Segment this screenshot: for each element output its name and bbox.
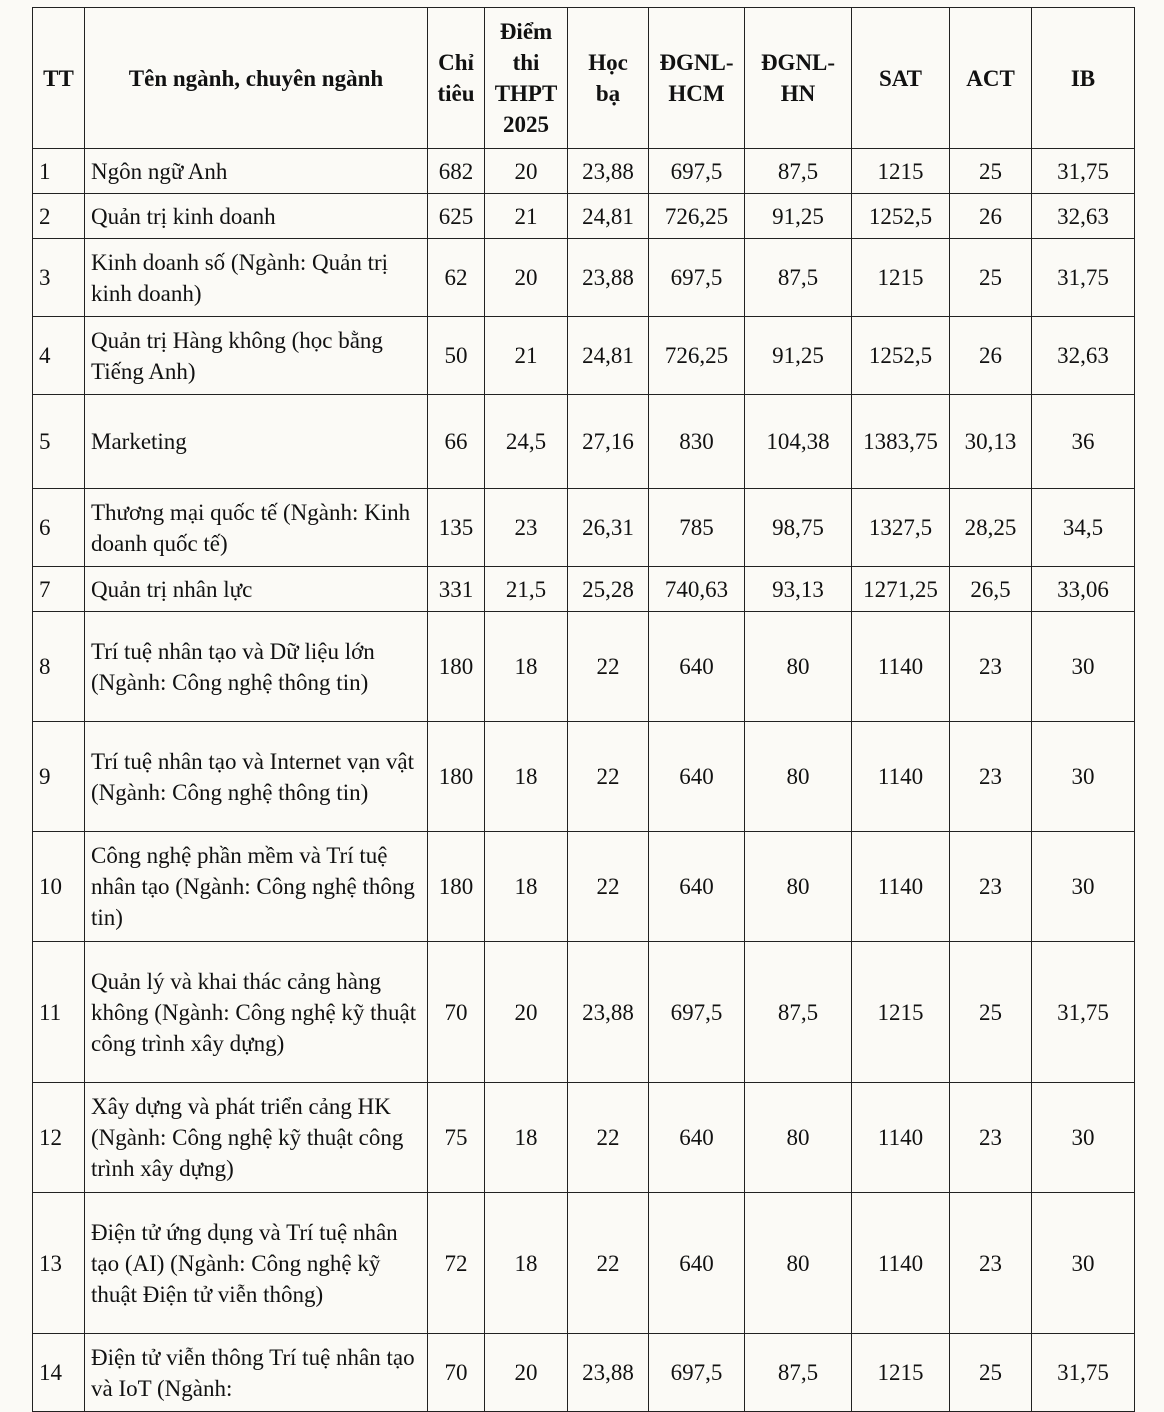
cell-act: 26 bbox=[950, 194, 1032, 239]
cell-hoc-ba: 23,88 bbox=[568, 942, 649, 1083]
cell-ib: 30 bbox=[1032, 722, 1135, 832]
table-row bbox=[33, 1334, 1135, 1412]
cell-ib: 31,75 bbox=[1032, 942, 1135, 1083]
cell-dgnl-hcm: 640 bbox=[649, 1193, 745, 1334]
cell-dgnl-hn: 80 bbox=[745, 832, 852, 942]
cell-chi-tieu: 62 bbox=[428, 239, 485, 317]
table-row bbox=[33, 1083, 1135, 1193]
cell-dgnl-hcm: 740,63 bbox=[649, 567, 745, 612]
cell-act: 26 bbox=[950, 317, 1032, 395]
cell-dgnl-hcm: 726,25 bbox=[649, 317, 745, 395]
cell-act: 25 bbox=[950, 942, 1032, 1083]
cell-thpt: 21,5 bbox=[485, 567, 568, 612]
cell-hoc-ba: 22 bbox=[568, 1193, 649, 1334]
cell-dgnl-hn: 87,5 bbox=[745, 149, 852, 194]
table-row bbox=[33, 489, 1135, 567]
cell-sat: 1140 bbox=[852, 1193, 950, 1334]
cell-act: 23 bbox=[950, 1193, 1032, 1334]
cell-chi-tieu: 135 bbox=[428, 489, 485, 567]
cell-sat: 1215 bbox=[852, 149, 950, 194]
cell-hoc-ba: 22 bbox=[568, 612, 649, 722]
cell-hoc-ba: 22 bbox=[568, 832, 649, 942]
table-row bbox=[33, 567, 1135, 612]
cell-sat: 1215 bbox=[852, 942, 950, 1083]
cell-name: Điện tử ứng dụng và Trí tuệ nhân tạo (AI) (Ngành: Công nghệ kỹ thuật Điện tử viễn thông) bbox=[85, 1193, 428, 1334]
cell-tt: 13 bbox=[33, 1193, 85, 1334]
header-dgnl-hn: ĐGNL-HN bbox=[745, 8, 852, 149]
cell-chi-tieu: 66 bbox=[428, 395, 485, 489]
cell-name: Thương mại quốc tế (Ngành: Kinh doanh quốc tế) bbox=[85, 489, 428, 567]
cell-name: Công nghệ phần mềm và Trí tuệ nhân tạo (Ngành: Công nghệ thông tin) bbox=[85, 832, 428, 942]
cell-thpt: 21 bbox=[485, 317, 568, 395]
cell-sat: 1327,5 bbox=[852, 489, 950, 567]
cell-act: 28,25 bbox=[950, 489, 1032, 567]
cell-ib: 30 bbox=[1032, 1083, 1135, 1193]
cell-dgnl-hn: 80 bbox=[745, 1083, 852, 1193]
cell-act: 25 bbox=[950, 149, 1032, 194]
cell-thpt: 23 bbox=[485, 489, 568, 567]
cell-hoc-ba: 27,16 bbox=[568, 395, 649, 489]
header-tt: TT bbox=[33, 8, 85, 149]
cell-hoc-ba: 23,88 bbox=[568, 149, 649, 194]
table-row bbox=[33, 942, 1135, 1083]
cell-thpt: 18 bbox=[485, 832, 568, 942]
cell-ib: 31,75 bbox=[1032, 1334, 1135, 1412]
cell-name: Kinh doanh số (Ngành: Quản trị kinh doanh) bbox=[85, 239, 428, 317]
admission-table bbox=[32, 7, 1135, 1412]
cell-chi-tieu: 180 bbox=[428, 722, 485, 832]
cell-hoc-ba: 24,81 bbox=[568, 317, 649, 395]
cell-hoc-ba: 22 bbox=[568, 722, 649, 832]
cell-thpt: 20 bbox=[485, 149, 568, 194]
cell-sat: 1271,25 bbox=[852, 567, 950, 612]
cell-dgnl-hn: 80 bbox=[745, 1193, 852, 1334]
cell-ib: 31,75 bbox=[1032, 149, 1135, 194]
cell-chi-tieu: 50 bbox=[428, 317, 485, 395]
cell-hoc-ba: 26,31 bbox=[568, 489, 649, 567]
header-ib: IB bbox=[1032, 8, 1135, 149]
cell-tt: 11 bbox=[33, 942, 85, 1083]
header-sat: SAT bbox=[852, 8, 950, 149]
cell-name: Quản lý và khai thác cảng hàng không (Ngành: Công nghệ kỹ thuật công trình xây dựng) bbox=[85, 942, 428, 1083]
table-row bbox=[33, 722, 1135, 832]
cell-thpt: 18 bbox=[485, 1193, 568, 1334]
header-act: ACT bbox=[950, 8, 1032, 149]
cell-hoc-ba: 24,81 bbox=[568, 194, 649, 239]
cell-ib: 30 bbox=[1032, 1193, 1135, 1334]
table-row bbox=[33, 239, 1135, 317]
cell-sat: 1140 bbox=[852, 612, 950, 722]
cell-dgnl-hcm: 640 bbox=[649, 1083, 745, 1193]
table-row bbox=[33, 317, 1135, 395]
cell-act: 23 bbox=[950, 1083, 1032, 1193]
table-body bbox=[33, 149, 1135, 1412]
cell-tt: 6 bbox=[33, 489, 85, 567]
cell-name: Ngôn ngữ Anh bbox=[85, 149, 428, 194]
table-row bbox=[33, 1193, 1135, 1334]
cell-chi-tieu: 180 bbox=[428, 612, 485, 722]
cell-chi-tieu: 625 bbox=[428, 194, 485, 239]
cell-dgnl-hcm: 640 bbox=[649, 612, 745, 722]
cell-dgnl-hn: 80 bbox=[745, 722, 852, 832]
cell-name: Quản trị nhân lực bbox=[85, 567, 428, 612]
cell-tt: 2 bbox=[33, 194, 85, 239]
cell-tt: 3 bbox=[33, 239, 85, 317]
cell-thpt: 20 bbox=[485, 239, 568, 317]
cell-act: 23 bbox=[950, 722, 1032, 832]
cell-tt: 14 bbox=[33, 1334, 85, 1412]
cell-tt: 12 bbox=[33, 1083, 85, 1193]
cell-sat: 1140 bbox=[852, 722, 950, 832]
cell-ib: 30 bbox=[1032, 612, 1135, 722]
cell-sat: 1252,5 bbox=[852, 317, 950, 395]
cell-name: Marketing bbox=[85, 395, 428, 489]
table-row bbox=[33, 149, 1135, 194]
cell-thpt: 20 bbox=[485, 1334, 568, 1412]
table-row bbox=[33, 395, 1135, 489]
cell-dgnl-hn: 80 bbox=[745, 612, 852, 722]
header-hoc-ba: Học bạ bbox=[568, 8, 649, 149]
header-thpt: Điểm thi THPT 2025 bbox=[485, 8, 568, 149]
table-row bbox=[33, 612, 1135, 722]
cell-dgnl-hcm: 726,25 bbox=[649, 194, 745, 239]
cell-tt: 10 bbox=[33, 832, 85, 942]
cell-chi-tieu: 75 bbox=[428, 1083, 485, 1193]
table-row bbox=[33, 832, 1135, 942]
cell-thpt: 21 bbox=[485, 194, 568, 239]
cell-dgnl-hcm: 697,5 bbox=[649, 942, 745, 1083]
cell-tt: 4 bbox=[33, 317, 85, 395]
cell-chi-tieu: 70 bbox=[428, 1334, 485, 1412]
cell-act: 30,13 bbox=[950, 395, 1032, 489]
cell-dgnl-hcm: 697,5 bbox=[649, 239, 745, 317]
cell-dgnl-hcm: 640 bbox=[649, 722, 745, 832]
cell-chi-tieu: 72 bbox=[428, 1193, 485, 1334]
cell-act: 23 bbox=[950, 832, 1032, 942]
cell-ib: 32,63 bbox=[1032, 194, 1135, 239]
cell-chi-tieu: 180 bbox=[428, 832, 485, 942]
cell-ib: 31,75 bbox=[1032, 239, 1135, 317]
cell-chi-tieu: 331 bbox=[428, 567, 485, 612]
cell-tt: 5 bbox=[33, 395, 85, 489]
cell-thpt: 18 bbox=[485, 722, 568, 832]
cell-sat: 1140 bbox=[852, 1083, 950, 1193]
cell-act: 25 bbox=[950, 239, 1032, 317]
cell-dgnl-hn: 87,5 bbox=[745, 1334, 852, 1412]
cell-chi-tieu: 70 bbox=[428, 942, 485, 1083]
cell-tt: 1 bbox=[33, 149, 85, 194]
cell-ib: 34,5 bbox=[1032, 489, 1135, 567]
cell-act: 23 bbox=[950, 612, 1032, 722]
cell-tt: 7 bbox=[33, 567, 85, 612]
cell-sat: 1252,5 bbox=[852, 194, 950, 239]
cell-thpt: 18 bbox=[485, 1083, 568, 1193]
cell-thpt: 18 bbox=[485, 612, 568, 722]
cell-ib: 36 bbox=[1032, 395, 1135, 489]
cell-hoc-ba: 23,88 bbox=[568, 239, 649, 317]
cell-sat: 1215 bbox=[852, 1334, 950, 1412]
cell-name: Xây dựng và phát triển cảng HK (Ngành: Công nghệ kỹ thuật công trình xây dựng) bbox=[85, 1083, 428, 1193]
cell-dgnl-hn: 93,13 bbox=[745, 567, 852, 612]
cell-dgnl-hcm: 785 bbox=[649, 489, 745, 567]
cell-dgnl-hcm: 697,5 bbox=[649, 1334, 745, 1412]
header-row bbox=[33, 8, 1135, 149]
cell-dgnl-hcm: 697,5 bbox=[649, 149, 745, 194]
cell-chi-tieu: 682 bbox=[428, 149, 485, 194]
cell-dgnl-hcm: 640 bbox=[649, 832, 745, 942]
cell-act: 26,5 bbox=[950, 567, 1032, 612]
header-chi-tieu: Chỉ tiêu bbox=[428, 8, 485, 149]
cell-dgnl-hn: 91,25 bbox=[745, 317, 852, 395]
cell-dgnl-hn: 91,25 bbox=[745, 194, 852, 239]
cell-hoc-ba: 22 bbox=[568, 1083, 649, 1193]
cell-tt: 9 bbox=[33, 722, 85, 832]
cell-name: Trí tuệ nhân tạo và Internet vạn vật (Ngành: Công nghệ thông tin) bbox=[85, 722, 428, 832]
cell-hoc-ba: 25,28 bbox=[568, 567, 649, 612]
cell-name: Quản trị kinh doanh bbox=[85, 194, 428, 239]
cell-dgnl-hn: 87,5 bbox=[745, 942, 852, 1083]
header-dgnl-hcm: ĐGNL-HCM bbox=[649, 8, 745, 149]
cell-tt: 8 bbox=[33, 612, 85, 722]
header-name: Tên ngành, chuyên ngành bbox=[85, 8, 428, 149]
cell-sat: 1140 bbox=[852, 832, 950, 942]
cell-name: Điện tử viễn thông Trí tuệ nhân tạo và IoT (Ngành: bbox=[85, 1334, 428, 1412]
cell-dgnl-hn: 98,75 bbox=[745, 489, 852, 567]
cell-name: Quản trị Hàng không (học bằng Tiếng Anh) bbox=[85, 317, 428, 395]
cell-ib: 32,63 bbox=[1032, 317, 1135, 395]
cell-dgnl-hcm: 830 bbox=[649, 395, 745, 489]
cell-sat: 1215 bbox=[852, 239, 950, 317]
cell-thpt: 24,5 bbox=[485, 395, 568, 489]
cell-ib: 33,06 bbox=[1032, 567, 1135, 612]
cell-sat: 1383,75 bbox=[852, 395, 950, 489]
cell-act: 25 bbox=[950, 1334, 1032, 1412]
cell-thpt: 20 bbox=[485, 942, 568, 1083]
cell-dgnl-hn: 104,38 bbox=[745, 395, 852, 489]
table-row bbox=[33, 194, 1135, 239]
cell-hoc-ba: 23,88 bbox=[568, 1334, 649, 1412]
cell-name: Trí tuệ nhân tạo và Dữ liệu lớn (Ngành: Công nghệ thông tin) bbox=[85, 612, 428, 722]
cell-ib: 30 bbox=[1032, 832, 1135, 942]
cell-dgnl-hn: 87,5 bbox=[745, 239, 852, 317]
